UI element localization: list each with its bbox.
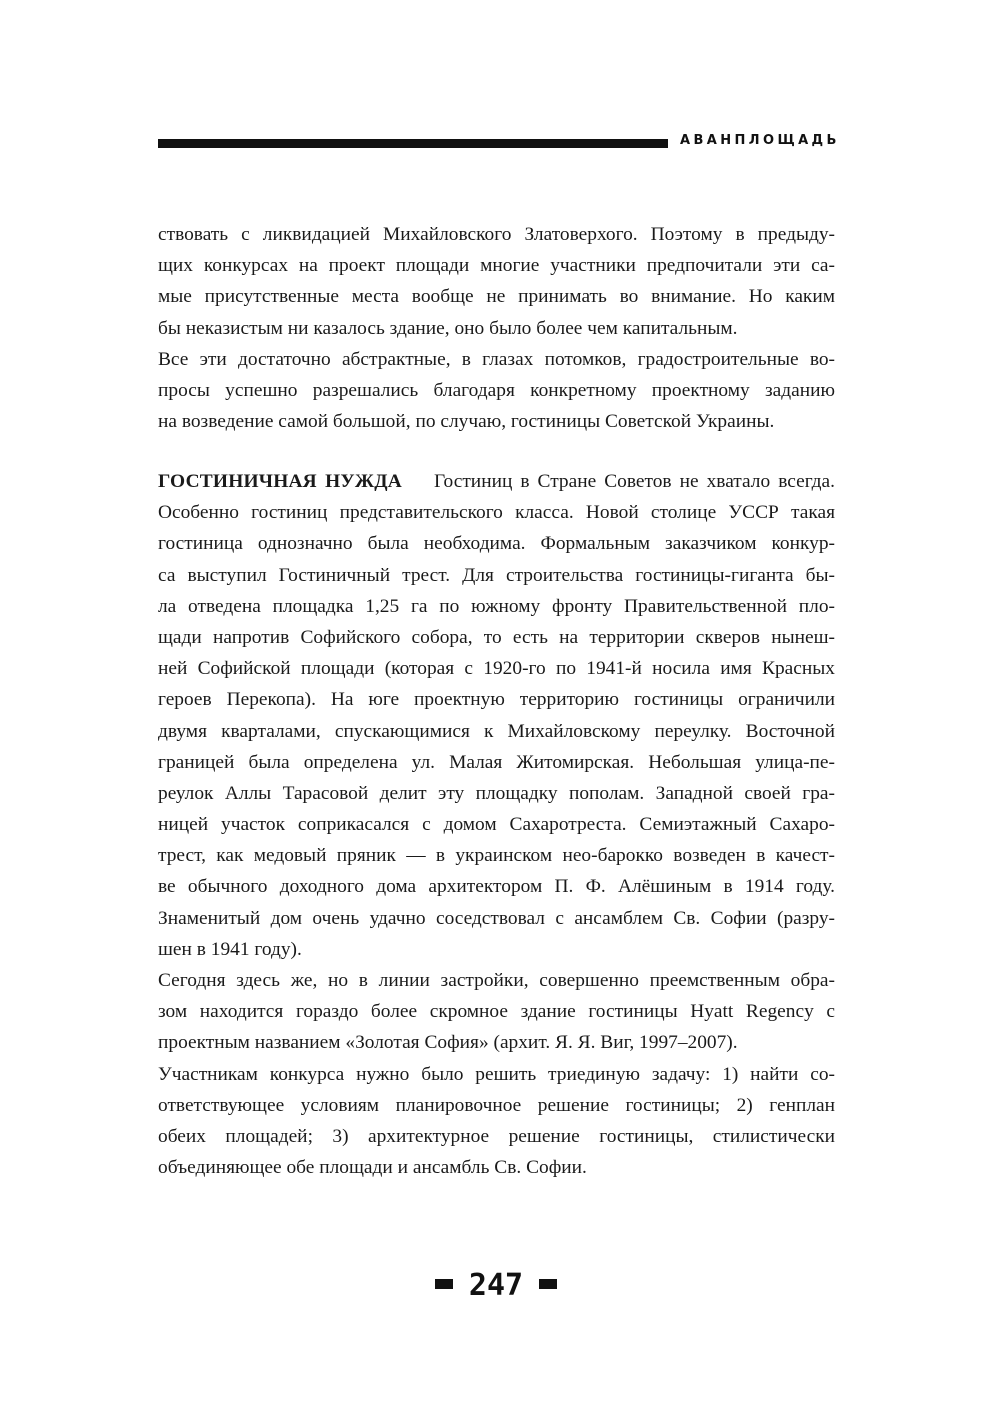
text-line: щих конкурсах на проект площади многие участники предпочитали эти са- — [158, 255, 835, 277]
text-line: границей была определена ул. Малая Житомирская. Небольшая улица-пе- — [158, 751, 835, 773]
text-line: ней Софийской площади (которая с 1920-го по 1941-й носила имя Красных — [158, 658, 835, 680]
text-line: щади напротив Софийского собора, то есть на территории скверов нынеш- — [158, 626, 835, 648]
text-line: двумя кварталами, спускающимися к Михайловскому переулку. Восточной — [158, 720, 835, 742]
text-line: Сегодня здесь же, но в линии застройки, совершенно преемственным обра- — [158, 970, 835, 991]
paragraph-block-2 — [158, 466, 835, 1183]
text-line — [158, 466, 835, 497]
text-line: Все эти достаточно абстрактные, в глазах потомков, градостроительные во- — [158, 348, 835, 370]
header-rule — [158, 139, 668, 148]
text-line: ницей участок соприкасался с домом Сахаротреста. Семиэтажный Сахаро- — [158, 814, 835, 836]
text-line: ствовать с ликвидацией Михайловского Златоверхого. Поэтому в предыду- — [158, 224, 835, 245]
folio-mark-left — [435, 1279, 453, 1289]
text-line: зом находится гораздо более скромное здание гостиницы Hyatt Regency с — [158, 1001, 835, 1023]
page-number: 247 — [468, 1268, 524, 1303]
text-line: Участникам конкурса нужно было решить триединую задачу: 1) найти со- — [158, 1063, 835, 1085]
text-line: шен в 1941 году). — [158, 938, 302, 960]
section-heading: ГОСТИНИЧНАЯ НУЖДА — [158, 471, 402, 492]
folio-mark-right — [539, 1279, 557, 1289]
text-line: обеих площадей; 3) архитектурное решение гостиницы, стилистически — [158, 1125, 835, 1147]
text-line: реулок Аллы Тарасовой делит эту площадку пополам. Западной своей гра- — [158, 782, 835, 804]
text-line: ве обычного доходного дома архитектором П. Ф. Алёшиным в 1914 году. — [158, 876, 835, 898]
text-line: на возведение самой большой, по случаю, гостиницы Советской Украины. — [158, 411, 775, 433]
paragraph-block-1 — [158, 219, 835, 437]
page-footer — [0, 1268, 992, 1303]
text-line: просы успешно разрешались благодаря конкретному проектному заданию — [158, 379, 835, 401]
text-line: ответствующее условиям планировочное решение гостиницы; 2) генплан — [158, 1094, 835, 1116]
text-line: проектным названием «Золотая София» (архит. Я. Я. Виг, 1997–2007). — [158, 1032, 738, 1054]
text-line: трест, как медовый пряник — в украинском нео-барокко возведен в качест- — [158, 845, 835, 867]
text-line: са выступил Гостиничный трест. Для строительства гостиницы-гиганта бы- — [158, 564, 835, 586]
text-line-rest: Гостиниц в Стране Советов не хватало всегда. — [434, 471, 835, 492]
text-line: гостиница однозначно была необходима. Формальным заказчиком конкур- — [158, 533, 835, 555]
text-line: героев Перекопа). На юге проектную территорию гостиницы ограничили — [158, 689, 835, 711]
text-line: Знаменитый дом очень удачно соседствовал с ансамблем Св. Софии (разру- — [158, 907, 835, 929]
text-line: мые присутственные места вообще не принимать во внимание. Но каким — [158, 286, 835, 308]
text-line: ла отведена площадка 1,25 га по южному фронту Правительственной пло- — [158, 595, 835, 617]
text-line: Особенно гостиниц представительского класса. Новой столице УССР такая — [158, 502, 835, 524]
text-line: объединяющее обе площади и ансамбль Св. Софии. — [158, 1157, 587, 1179]
text-line: бы неказистым ни казалось здание, оно было более чем капитальным. — [158, 317, 738, 339]
running-head: АВАНПЛОЩАДЬ — [680, 133, 840, 148]
